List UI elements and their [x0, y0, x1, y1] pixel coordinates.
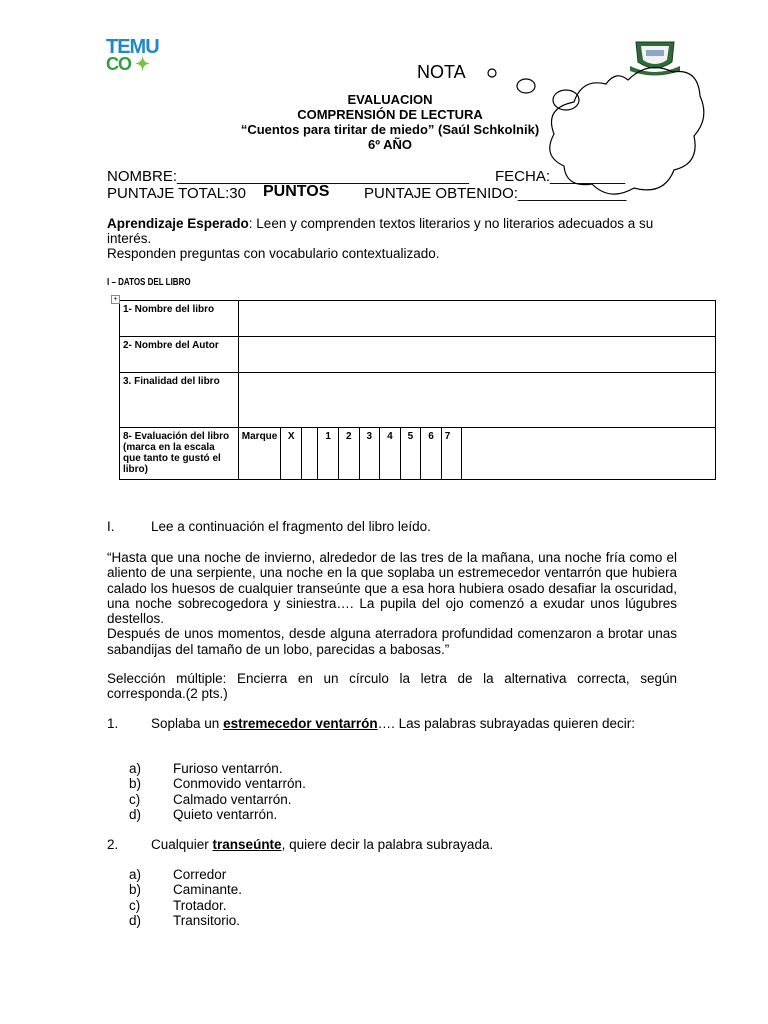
scale-option[interactable]: X: [281, 428, 302, 480]
list-item[interactable]: [107, 761, 306, 776]
scale-option[interactable]: 1: [318, 428, 339, 480]
q2-options: [107, 867, 242, 928]
row-label: 3. Finalidad del libro: [120, 373, 239, 428]
q2-num: 2.: [107, 837, 119, 852]
table-row: [120, 337, 716, 373]
fragment-paragraph-1: “Hasta que una noche de invierno, alrededor de las tres de la mañana, una noche fría como el aliento de una serpiente, una noche en la que soplaba un estremecedor ventarrón que hubiera calado los huesos de cualquier transeúnte que a esa hora hubiera osado desafiar la oscuridad, una noche sobrecogedora y siniestra…. La pupila del ojo comenzó a exudar unos lúgubres destellos.: [107, 550, 677, 627]
title-line-4: 6º AÑO: [368, 137, 412, 152]
q1-underlined: estremecedor ventarrón: [223, 716, 378, 731]
puntaje-obtenido-field[interactable]: PUNTAJE OBTENIDO:_____________: [364, 185, 627, 202]
fecha-field[interactable]: FECHA:_________: [495, 168, 626, 185]
scale-option[interactable]: 2: [338, 428, 359, 480]
book-data-section: [107, 277, 722, 480]
list-item[interactable]: [107, 867, 242, 882]
option-letter[interactable]: c): [129, 791, 141, 807]
q2-pre: Cualquier: [151, 837, 213, 852]
learning-line2: Responden preguntas con vocabulario contextualizado.: [107, 246, 440, 261]
q1-pre: Soplaba un: [151, 716, 224, 731]
scale-empty: [462, 428, 716, 480]
table-row: [120, 301, 716, 337]
nota-label: NOTA: [417, 62, 466, 82]
puntos-label: PUNTOS: [263, 183, 330, 200]
table-row: [120, 428, 716, 480]
learning-objective: [107, 216, 677, 261]
title-line-1: EVALUACION: [347, 92, 433, 107]
row-label: 1- Nombre del libro: [120, 301, 239, 337]
q1-options: [107, 761, 306, 822]
title-line-3: “Cuentos para tiritar de miedo” (Saúl Schkolnik): [240, 122, 540, 137]
learning-label: Aprendizaje Esperado: [107, 216, 249, 231]
option-text: Quieto ventarrón.: [173, 806, 278, 822]
q2-post: , quiere decir la palabra subrayada.: [281, 837, 494, 852]
author-name-input[interactable]: [238, 337, 715, 373]
logo-text-2: CO: [106, 54, 131, 74]
marque-label: Marque: [238, 428, 281, 480]
book-data-title: I – DATOS DEL LIBRO: [107, 277, 191, 288]
option-text: Trotador.: [173, 897, 227, 913]
list-item[interactable]: [107, 776, 306, 791]
option-text: Caminante.: [173, 882, 243, 898]
scale-option[interactable]: 4: [380, 428, 401, 480]
option-text: Calmado ventarrón.: [173, 791, 292, 807]
section-1-heading: [107, 519, 677, 534]
table-row: [120, 373, 716, 428]
book-name-input[interactable]: [238, 301, 715, 337]
book-data-table: [119, 300, 716, 480]
nombre-field[interactable]: NOMBRE:___________________________________: [107, 168, 469, 185]
section-1-text: Lee a continuación el fragmento del libro leído.: [151, 519, 431, 534]
list-item[interactable]: [107, 913, 242, 928]
eval-label: 8- Evaluación del libro (marca en la escala que tanto te gustó el libro): [120, 428, 239, 480]
table-move-handle-icon[interactable]: +: [111, 295, 120, 304]
list-item[interactable]: [107, 882, 242, 897]
learning-text: : Leen y comprenden textos literarios y no literarios adecuados a su interés.: [107, 216, 654, 246]
option-text: Conmovido ventarrón.: [173, 776, 306, 792]
fragment-paragraph-2: Después de unos momentos, desde alguna aterradora profundidad comenzaron a brotar unas sabandijas del tamaño de un lobo, parecidas a babosas.”: [107, 626, 677, 657]
scale-option[interactable]: 7: [441, 428, 462, 480]
title-block: [200, 92, 580, 152]
scale-option[interactable]: 5: [400, 428, 421, 480]
option-text: Transitorio.: [173, 912, 241, 928]
row-label: 2- Nombre del Autor: [120, 337, 239, 373]
option-letter[interactable]: a): [129, 761, 142, 776]
scale-option[interactable]: 3: [359, 428, 380, 480]
instructions: Selección múltiple: Encierra en un círculo la letra de la alternativa correcta, según corresponda.(2 pts.): [107, 671, 677, 702]
list-item[interactable]: [107, 792, 306, 807]
temuco-logo: TEMU CO ✦: [106, 36, 159, 74]
option-text: Corredor: [173, 867, 227, 882]
question-1: [107, 716, 677, 731]
scale-option[interactable]: [301, 428, 317, 480]
puntaje-total: PUNTAJE TOTAL:30: [107, 185, 246, 202]
fragment-text: [107, 550, 677, 657]
option-text: Furioso ventarrón.: [173, 761, 283, 776]
logo-text-1: TEMU: [106, 36, 159, 58]
section-1-num: I.: [107, 519, 115, 534]
list-item[interactable]: [107, 807, 306, 822]
q2-underlined: transeúnte: [212, 837, 282, 852]
scale-option[interactable]: 6: [421, 428, 442, 480]
option-letter[interactable]: a): [129, 867, 142, 882]
q1-post: …. Las palabras subrayadas quieren decir:: [377, 716, 636, 731]
option-letter[interactable]: d): [129, 806, 142, 822]
list-item[interactable]: [107, 898, 242, 913]
q1-num: 1.: [107, 716, 119, 731]
option-letter[interactable]: b): [129, 882, 142, 898]
option-letter[interactable]: c): [129, 897, 141, 913]
option-letter[interactable]: b): [129, 776, 142, 792]
book-purpose-input[interactable]: [238, 373, 715, 428]
title-line-2: COMPRENSIÓN DE LECTURA: [297, 107, 483, 122]
question-2: [107, 837, 677, 852]
option-letter[interactable]: d): [129, 912, 142, 928]
